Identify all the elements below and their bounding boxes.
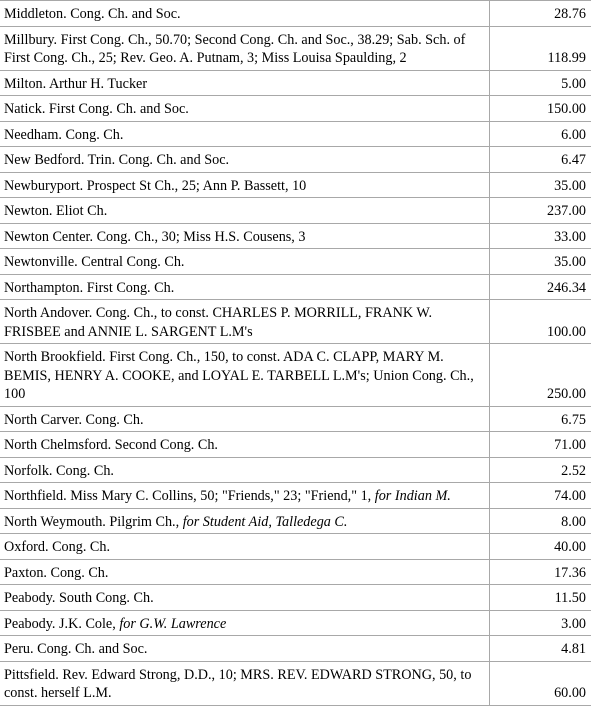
- donation-amount: 35.00: [490, 172, 591, 198]
- ledger-row: [0, 172, 591, 198]
- designation-note: for Indian M.: [375, 488, 451, 504]
- donor-description: [0, 406, 490, 432]
- donation-amount: 100.00: [490, 300, 591, 344]
- donation-amount: 5.00: [490, 70, 591, 96]
- donation-amount: 60.00: [490, 661, 591, 705]
- donor-description: [0, 147, 490, 173]
- ledger-row: [0, 198, 591, 224]
- ledger-row: [0, 483, 591, 509]
- ledger-row: [0, 406, 591, 432]
- donation-amount: 74.00: [490, 483, 591, 509]
- designation-note: for Student Aid, Talledega C.: [183, 514, 348, 530]
- donation-amount: 8.00: [490, 508, 591, 534]
- donor-text: Middleton. Cong. Ch. and Soc.: [4, 6, 181, 22]
- donor-description: [0, 483, 490, 509]
- donation-amount: 6.47: [490, 147, 591, 173]
- donor-text: North Andover. Cong. Ch., to const. CHARLES P. MORRILL, FRANK W. FRISBEE and ANNIE L. SARGENT L.M's: [4, 305, 432, 340]
- donor-text: Northampton. First Cong. Ch.: [4, 280, 174, 296]
- ledger-row: [0, 96, 591, 122]
- ledger-row: [0, 457, 591, 483]
- ledger-row: [0, 344, 591, 407]
- donor-text: New Bedford. Trin. Cong. Ch. and Soc.: [4, 152, 229, 168]
- donation-amount: 40.00: [490, 534, 591, 560]
- donor-text: Paxton. Cong. Ch.: [4, 565, 108, 581]
- ledger-row: [0, 636, 591, 662]
- donor-text: Newburyport. Prospect St Ch., 25; Ann P. Bassett, 10: [4, 178, 306, 194]
- donor-text: Newton. Eliot Ch.: [4, 203, 107, 219]
- donor-description: [0, 96, 490, 122]
- donor-description: [0, 661, 490, 705]
- donor-text: North Brookfield. First Cong. Ch., 150, to const. ADA C. CLAPP, MARY M. BEMIS, HENRY A. COOKE, and LOYAL E. TARBELL L.M's; Union Cong. Ch., 100: [4, 349, 474, 402]
- ledger-row: [0, 249, 591, 275]
- donation-amount: 35.00: [490, 249, 591, 275]
- donor-description: [0, 1, 490, 27]
- ledger-row: [0, 223, 591, 249]
- donation-amount: 71.00: [490, 432, 591, 458]
- donor-description: [0, 585, 490, 611]
- donor-text: Newton Center. Cong. Ch., 30; Miss H.S. Cousens, 3: [4, 229, 306, 245]
- donation-amount: 4.81: [490, 636, 591, 662]
- donor-text: Peabody. J.K. Cole,: [4, 616, 119, 632]
- ledger-row: [0, 661, 591, 705]
- donation-amount: 33.00: [490, 223, 591, 249]
- donor-text: Peru. Cong. Ch. and Soc.: [4, 641, 147, 657]
- donor-description: [0, 70, 490, 96]
- donor-description: [0, 26, 490, 70]
- donation-amount: 17.36: [490, 559, 591, 585]
- donor-text: North Weymouth. Pilgrim Ch.,: [4, 514, 183, 530]
- donor-text: North Chelmsford. Second Cong. Ch.: [4, 437, 218, 453]
- donation-amount: 11.50: [490, 585, 591, 611]
- donor-description: [0, 508, 490, 534]
- donation-amount: 28.76: [490, 1, 591, 27]
- donor-description: [0, 636, 490, 662]
- donor-description: [0, 121, 490, 147]
- donor-text: Natick. First Cong. Ch. and Soc.: [4, 101, 189, 117]
- donor-description: [0, 249, 490, 275]
- ledger-row: [0, 610, 591, 636]
- donation-amount: 250.00: [490, 344, 591, 407]
- ledger-row: [0, 70, 591, 96]
- donor-text: North Carver. Cong. Ch.: [4, 412, 144, 428]
- donor-text: Needham. Cong. Ch.: [4, 127, 123, 143]
- donor-description: [0, 344, 490, 407]
- donation-amount: 3.00: [490, 610, 591, 636]
- ledger-body: [0, 1, 591, 706]
- ledger-row: [0, 432, 591, 458]
- ledger-row: [0, 1, 591, 27]
- ledger-row: [0, 508, 591, 534]
- donation-amount: 2.52: [490, 457, 591, 483]
- donor-description: [0, 610, 490, 636]
- donation-amount: 118.99: [490, 26, 591, 70]
- donor-text: Millbury. First Cong. Ch., 50.70; Second Cong. Ch. and Soc., 38.29; Sab. Sch. of First Cong. Ch., 25; Rev. Geo. A. Putnam, 3; Miss Louisa Spaulding, 2: [4, 32, 465, 67]
- donor-description: [0, 534, 490, 560]
- donor-description: [0, 172, 490, 198]
- donor-text: Northfield. Miss Mary C. Collins, 50; "Friends," 23; "Friend," 1,: [4, 488, 375, 504]
- donor-description: [0, 300, 490, 344]
- donor-description: [0, 432, 490, 458]
- ledger-row: [0, 274, 591, 300]
- donation-amount: 237.00: [490, 198, 591, 224]
- donation-amount: 6.00: [490, 121, 591, 147]
- donation-amount: 246.34: [490, 274, 591, 300]
- donor-text: Pittsfield. Rev. Edward Strong, D.D., 10; MRS. REV. EDWARD STRONG, 50, to const. herself L.M.: [4, 667, 471, 702]
- donor-text: Oxford. Cong. Ch.: [4, 539, 110, 555]
- ledger-row: [0, 559, 591, 585]
- ledger-row: [0, 121, 591, 147]
- donation-amount: 6.75: [490, 406, 591, 432]
- donor-description: [0, 198, 490, 224]
- designation-note: for G.W. Lawrence: [119, 616, 226, 632]
- donor-text: Peabody. South Cong. Ch.: [4, 590, 154, 606]
- ledger-row: [0, 300, 591, 344]
- ledger-row: [0, 147, 591, 173]
- donor-description: [0, 457, 490, 483]
- donor-text: Newtonville. Central Cong. Ch.: [4, 254, 184, 270]
- ledger-row: [0, 534, 591, 560]
- ledger-row: [0, 585, 591, 611]
- donor-description: [0, 559, 490, 585]
- donor-description: [0, 223, 490, 249]
- donor-text: Norfolk. Cong. Ch.: [4, 463, 114, 479]
- donation-amount: 150.00: [490, 96, 591, 122]
- donor-text: Milton. Arthur H. Tucker: [4, 76, 147, 92]
- ledger-row: [0, 26, 591, 70]
- donor-description: [0, 274, 490, 300]
